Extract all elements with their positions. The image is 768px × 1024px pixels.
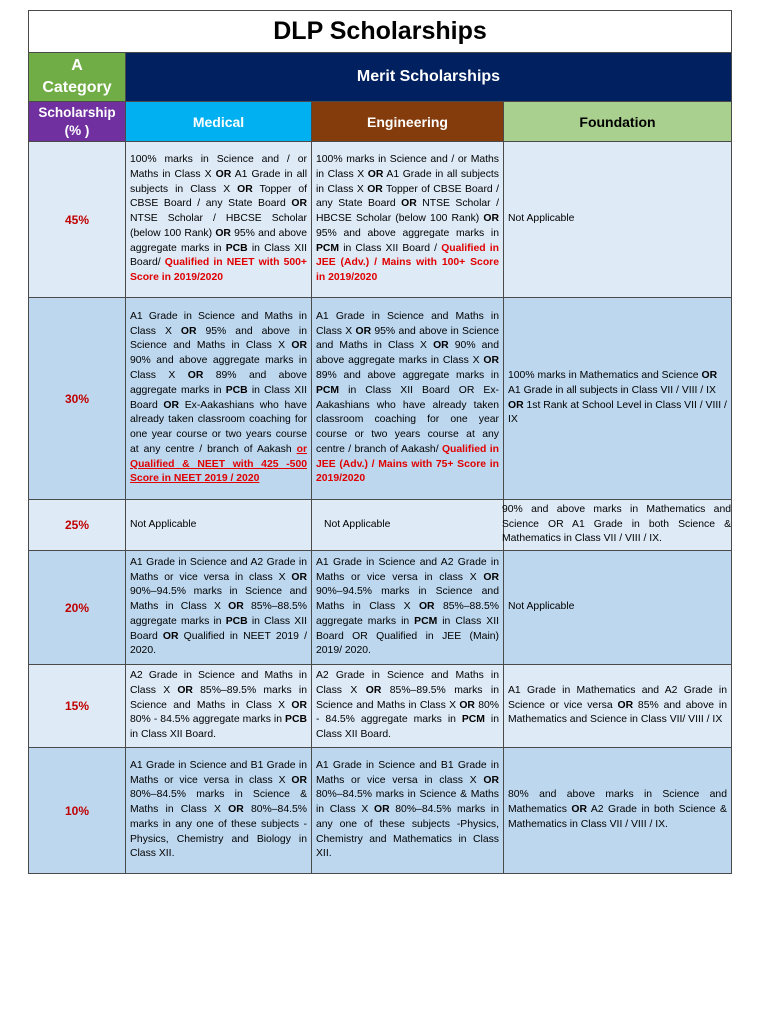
foundation-criteria: 80% and above marks in Science and Mathematics OR A2 Grade in both Science & Mathematics in Class VII / VIII / IX. [504,748,732,874]
scholarship-percent: 20% [29,551,126,665]
scholarship-percent: 25% [29,500,126,551]
table-row [29,551,732,665]
foundation-column-header: Foundation [504,102,732,142]
table-row [29,500,732,551]
table-row [29,298,732,500]
engineering-criteria: A1 Grade in Science and Maths in Class X OR 95% and above in Science and Maths in Class X OR 90% and above aggregate marks in Class X OR 89% and above aggregate marks in PCM in Class XII Board OR Ex-Aakashians who have already taken classroom coaching for one year course or two years course at any centre / branch of Aakash/ Qualified in JEE (Adv.) / Mains with 75+ Score in 2019/2020 [312,298,504,500]
medical-criteria: 100% marks in Science and / or Maths in Class X OR A1 Grade in all subjects in Class X OR Topper of CBSE Board / any State Board OR NTSE Scholar / HBCSE Scholar (below 100 Rank) OR 95% and above aggregate marks in PCB in Class XII Board/ Qualified in NEET with 500+ Score in 2019/2020 [126,142,312,298]
table-row [29,748,732,874]
category-line-1: A [71,57,83,74]
foundation-criteria: A1 Grade in Mathematics and A2 Grade in Science or vice versa OR 85% and above in Mathematics and Science in Class VII/ VIII / IX [504,665,732,748]
engineering-criteria: 100% marks in Science and / or Maths in Class X OR A1 Grade in all subjects in Class X OR Topper of CBSE Board / any State Board OR NTSE Scholar / HBCSE Scholar (below 100 Rank) OR 95% and above aggregate marks in PCM in Class XII Board / Qualified in JEE (Adv.) / Mains with 100+ Score in 2019/2020 [312,142,504,298]
category-line-2: Category [42,79,112,96]
category-header [29,53,126,102]
engineering-criteria: A2 Grade in Science and Maths in Class X OR 85%–89.5% marks in Science and Maths in Class X OR 80% - 84.5% aggregate marks in PCM in Class XII Board. [312,665,504,748]
medical-criteria: Not Applicable [126,500,312,551]
foundation-criteria: 100% marks in Mathematics and Science OR A1 Grade in all subjects in Class VII / VIII / IX OR 1st Rank at School Level in Class VII / VIII / IX [504,298,732,500]
medical-criteria: A2 Grade in Science and Maths in Class X OR 85%–89.5% marks in Science and Maths in Class X OR 80% - 84.5% aggregate marks in PCB in Class XII Board. [126,665,312,748]
engineering-criteria: Not Applicable [312,500,504,551]
engineering-column-header: Engineering [312,102,504,142]
medical-criteria: A1 Grade in Science and B1 Grade in Maths or vice versa in class X OR 80%–84.5% marks in Science & Maths in Class X OR 80%–84.5% marks in any one of these subjects -Physics, Chemistry and Biology in Class XII. [126,748,312,874]
scholarship-percent: 45% [29,142,126,298]
engineering-criteria: A1 Grade in Science and A2 Grade in Maths or vice versa in class X OR 90%–94.5% marks in Science and Maths in Class X OR 85%–88.5% aggregate marks in PCM in Class XII Board OR Qualified in JEE (Main) 2019/ 2020. [312,551,504,665]
scholarship-percent: 30% [29,298,126,500]
medical-column-header: Medical [126,102,312,142]
scholarship-percent: 15% [29,665,126,748]
foundation-criteria: 90% and above marks in Mathematics and Science OR A1 Grade in both Science & Mathematics in Class VII / VIII / IX. [504,500,732,551]
scholarship-header-line-1: Scholarship [38,104,116,120]
table-row [29,665,732,748]
medical-criteria: A1 Grade in Science and Maths in Class X OR 95% and above in Science and Maths in Class X OR 90% and above aggregate marks in Class X OR 89% and above aggregate marks in PCB in Class XII Board OR Ex-Aakashians who have already taken classroom coaching for one year course or two years course at any centre / branch of Aakash or Qualified & NEET with 425 -500 Score in NEET 2019 / 2020 [126,298,312,500]
scholarship-header-line-2: (% ) [64,122,90,138]
page-title: DLP Scholarships [29,11,732,53]
scholarship-percent: 10% [29,748,126,874]
table-row [29,142,732,298]
engineering-criteria: A1 Grade in Science and B1 Grade in Maths or vice versa in class X OR 80%–84.5% marks in Science & Maths in Class X OR 80%–84.5% marks in any one of these subjects -Physics, Chemistry and Mathematics in Class XII. [312,748,504,874]
foundation-criteria: Not Applicable [504,551,732,665]
foundation-criteria: Not Applicable [504,142,732,298]
scholarship-percent-header [29,102,126,142]
merit-scholarships-header: Merit Scholarships [126,53,732,102]
medical-criteria: A1 Grade in Science and A2 Grade in Maths or vice versa in class X OR 90%–94.5% marks in Science and Maths in Class X OR 85%–88.5% aggregate marks in PCB in Class XII Board OR Qualified in NEET 2019 / 2020. [126,551,312,665]
scholarship-table [28,10,732,874]
